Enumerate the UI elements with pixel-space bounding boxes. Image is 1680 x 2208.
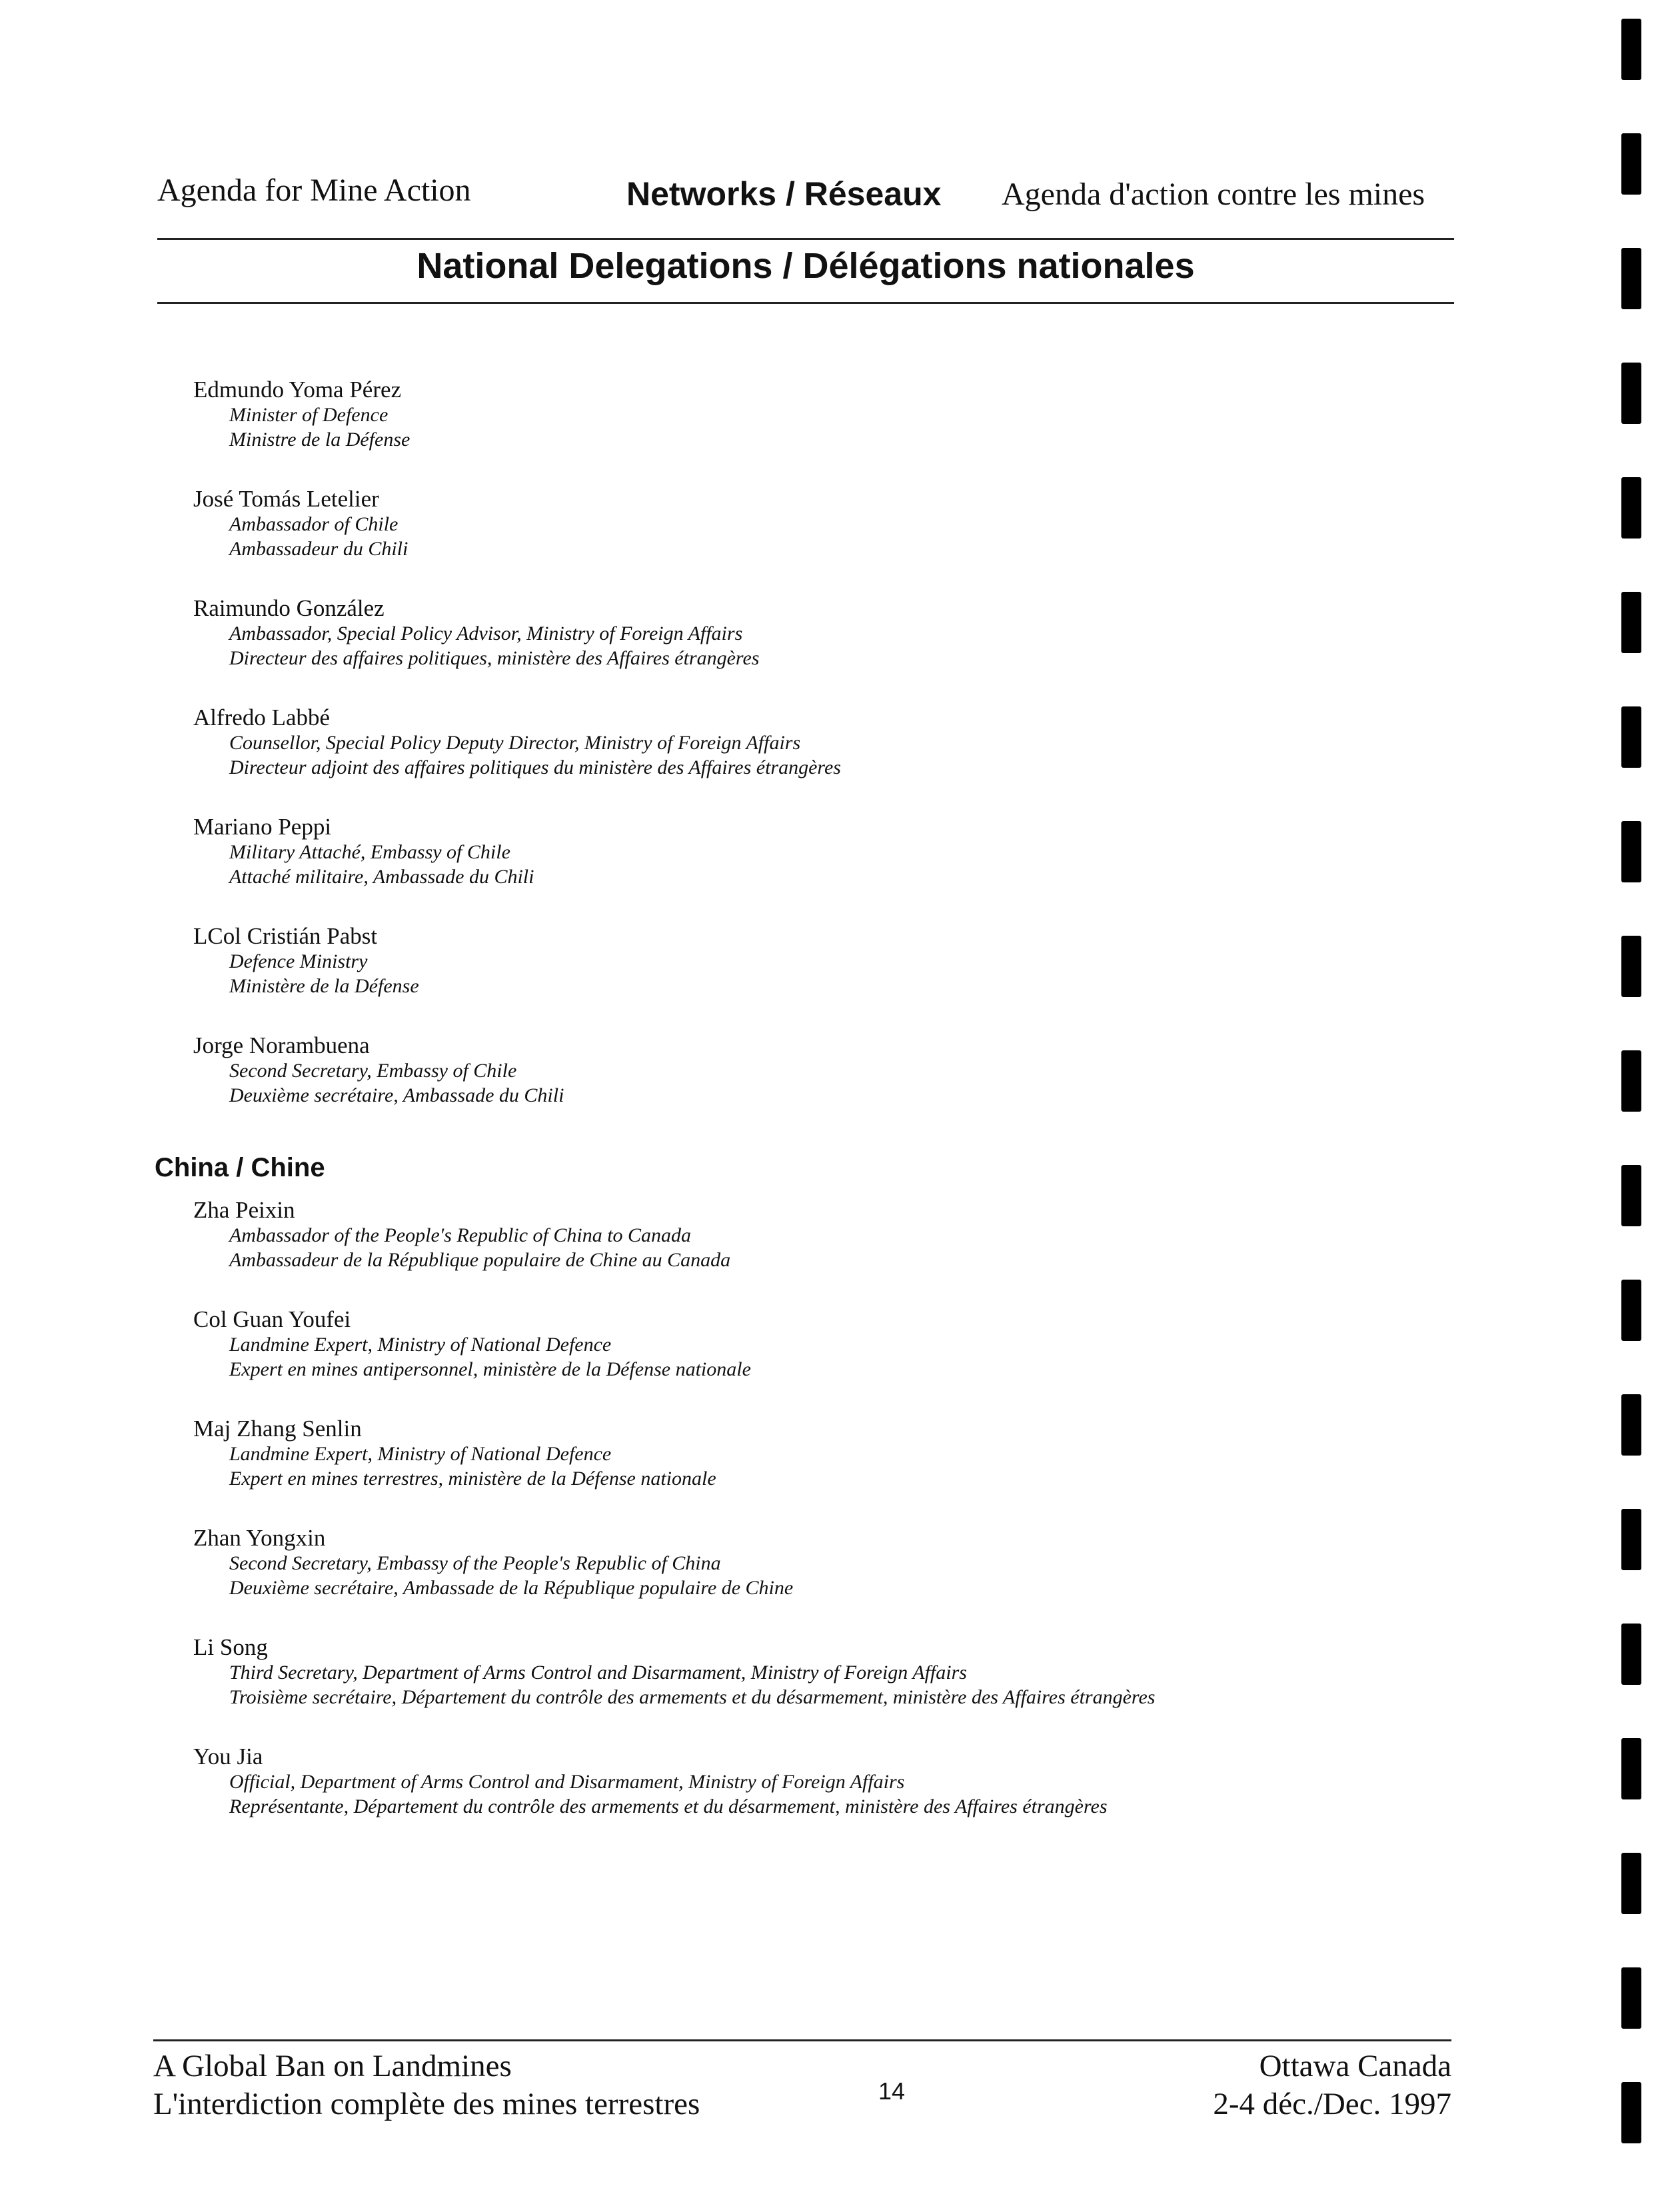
binding-mark xyxy=(1621,1394,1641,1456)
delegate-entry xyxy=(193,1526,793,1600)
delegate-entry xyxy=(193,814,534,889)
delegate-entry xyxy=(193,377,410,452)
delegate-role-en: Second Secretary, Embassy of Chile xyxy=(229,1060,517,1082)
delegate-entry xyxy=(193,1744,1108,1819)
delegate-entry xyxy=(193,596,759,670)
delegate-name: Raimundo González xyxy=(193,595,385,621)
delegate-entry xyxy=(193,1198,730,1272)
delegate-role-en: Counsellor, Special Policy Deputy Director, Ministry of Foreign Affairs xyxy=(229,732,801,754)
binding-mark xyxy=(1621,1280,1641,1341)
delegate-name: Zhan Yongxin xyxy=(193,1525,326,1551)
binding-mark xyxy=(1621,1050,1641,1112)
header-rule-top xyxy=(157,238,1454,240)
delegate-role-en: Landmine Expert, Ministry of National Defence xyxy=(229,1443,612,1465)
section-heading-china: China / Chine xyxy=(155,1153,325,1182)
delegate-entry xyxy=(193,1416,716,1491)
delegate-entry xyxy=(193,1635,1155,1709)
header-left-title: Agenda for Mine Action xyxy=(157,173,471,208)
binding-mark xyxy=(1621,1624,1641,1685)
delegate-name: Col Guan Youfei xyxy=(193,1306,351,1332)
delegate-name: Mariano Peppi xyxy=(193,814,332,840)
footer-dates: 2-4 déc./Dec. 1997 xyxy=(1213,2087,1451,2121)
delegate-role-fr: Deuxième secrétaire, Ambassade du Chili xyxy=(229,1084,564,1106)
delegate-role-fr: Expert en mines antipersonnel, ministère de la Défense nationale xyxy=(229,1358,751,1380)
binding-mark xyxy=(1621,2082,1641,2143)
header-section-title: Networks / Réseaux xyxy=(626,175,942,213)
delegate-role-en: Landmine Expert, Ministry of National Defence xyxy=(229,1334,612,1356)
delegate-role-fr: Ambassadeur du Chili xyxy=(229,538,409,560)
footer-title-en: A Global Ban on Landmines xyxy=(153,2049,512,2083)
delegate-role-fr: Ministère de la Défense xyxy=(229,975,419,997)
delegate-role-en: Defence Ministry xyxy=(229,950,368,972)
footer-rule xyxy=(153,2039,1451,2041)
delegate-name: José Tomás Letelier xyxy=(193,486,379,512)
delegate-role-en: Ambassador, Special Policy Advisor, Ministry of Foreign Affairs xyxy=(229,622,743,644)
binding-mark xyxy=(1621,19,1641,80)
footer-location: Ottawa Canada xyxy=(1259,2049,1451,2083)
delegate-entry xyxy=(193,924,419,998)
delegate-role-fr: Attaché militaire, Ambassade du Chili xyxy=(229,866,534,888)
delegate-role-en: Official, Department of Arms Control and Disarmament, Ministry of Foreign Affairs xyxy=(229,1771,905,1793)
delegate-entry xyxy=(193,487,408,561)
header-right-title: Agenda d'action contre les mines xyxy=(1002,177,1425,212)
delegate-name: You Jia xyxy=(193,1743,263,1769)
binding-mark xyxy=(1621,1165,1641,1226)
delegate-role-fr: Représentante, Département du contrôle des armements et du désarmement, ministère des Affaires étrangères xyxy=(229,1795,1108,1817)
delegate-name: Li Song xyxy=(193,1634,268,1660)
delegate-role-en: Ambassador of the People's Republic of China to Canada xyxy=(229,1224,692,1246)
binding-mark xyxy=(1621,706,1641,768)
delegate-role-fr: Ministre de la Défense xyxy=(229,429,411,451)
binding-mark xyxy=(1621,821,1641,882)
delegate-entry xyxy=(193,705,841,780)
delegate-name: Jorge Norambuena xyxy=(193,1032,370,1058)
delegate-name: Zha Peixin xyxy=(193,1197,295,1223)
delegate-name: Maj Zhang Senlin xyxy=(193,1416,362,1442)
delegate-role-fr: Directeur adjoint des affaires politiques du ministère des Affaires étrangères xyxy=(229,756,841,778)
delegate-entry xyxy=(193,1307,751,1382)
binding-mark xyxy=(1621,1967,1641,2029)
binding-mark xyxy=(1621,363,1641,424)
delegate-role-fr: Ambassadeur de la République populaire de Chine au Canada xyxy=(229,1249,731,1271)
delegate-role-en: Third Secretary, Department of Arms Control and Disarmament, Ministry of Foreign Affairs xyxy=(229,1661,967,1683)
page-number: 14 xyxy=(878,2077,906,2105)
footer-title-fr: L'interdiction complète des mines terrestres xyxy=(153,2087,700,2121)
delegate-entry xyxy=(193,1033,564,1108)
delegate-role-en: Ambassador of Chile xyxy=(229,513,399,535)
delegate-role-fr: Expert en mines terrestres, ministère de la Défense nationale xyxy=(229,1468,716,1490)
delegate-role-en: Minister of Defence xyxy=(229,404,389,426)
binding-mark xyxy=(1621,936,1641,997)
binding-mark xyxy=(1621,1509,1641,1570)
delegate-role-fr: Troisième secrétaire, Département du contrôle des armements et du désarmement, ministère des Affaires étrangères xyxy=(229,1686,1156,1708)
header-rule-bottom xyxy=(157,302,1454,304)
page-title: National Delegations / Délégations nationales xyxy=(417,246,1195,286)
binding-mark xyxy=(1621,1853,1641,1914)
delegate-role-fr: Directeur des affaires politiques, ministère des Affaires étrangères xyxy=(229,647,760,669)
binding-mark xyxy=(1621,1738,1641,1799)
binding-mark xyxy=(1621,133,1641,195)
binding-mark xyxy=(1621,477,1641,539)
delegate-role-en: Second Secretary, Embassy of the People's Republic of China xyxy=(229,1552,721,1574)
delegate-role-fr: Deuxième secrétaire, Ambassade de la République populaire de Chine xyxy=(229,1577,794,1599)
binding-mark xyxy=(1621,592,1641,653)
binding-mark xyxy=(1621,248,1641,309)
delegate-role-en: Military Attaché, Embassy of Chile xyxy=(229,841,510,863)
delegate-name: Edmundo Yoma Pérez xyxy=(193,377,402,403)
delegate-name: Alfredo Labbé xyxy=(193,704,331,730)
delegate-name: LCol Cristián Pabst xyxy=(193,923,378,949)
